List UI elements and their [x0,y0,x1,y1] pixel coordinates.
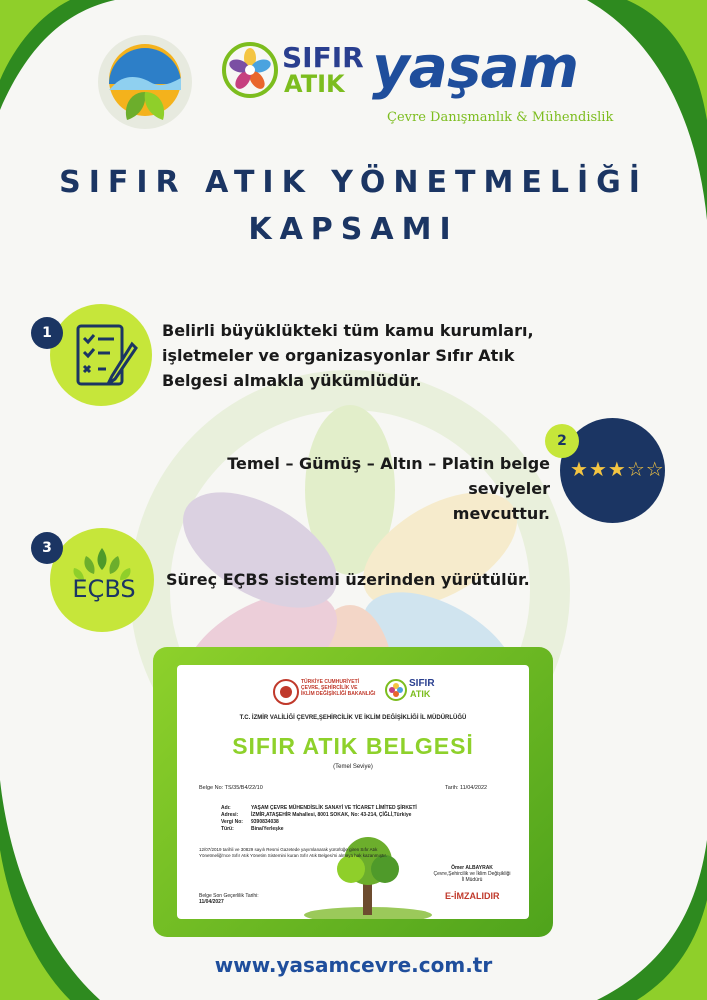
item-3-number-badge: 3 [31,532,63,564]
certificate-ministry-line: İKLİM DEĞİŞİKLİĞİ BAKANLIĞI [301,691,376,697]
field-label: Adresi: [221,812,239,818]
field-value: Bina/Yerleşke [251,826,284,832]
certificate-validity-date: 11/04/2027 [199,899,224,905]
checklist-icon [50,304,152,406]
star-empty-icon: ☆ [626,457,645,481]
certificate-signer-title: Çevre,Şehircilik ve İklim Değişikliği [433,871,511,877]
star-empty-icon: ☆ [645,457,664,481]
item-2-line: mevcuttur. [452,504,550,523]
field-value: YAŞAM ÇEVRE MÜHENDİSLİK SANAYİ VE TİCARET LİMİTED ŞİRKETİ [251,805,417,811]
e-signature-stamp: E-İMZALIDIR [445,891,500,901]
sifir-logo-line2: ATIK [284,70,345,98]
item-2-line: Temel – Gümüş – Altın – Platin belge seviyeler [227,454,550,498]
stars-icon [570,458,666,480]
field-value: İZMİR,ATAŞEHİR Mahallesi, 8001 SOKAK, No: 43-214, ÇİĞLİ,Türkiye [251,812,412,818]
field-label: Türü: [221,826,234,832]
item-1-icon-circle [50,304,152,406]
page-title-line2: KAPSAMI [248,212,459,247]
certificate-logo-line1: SIFIR [409,678,435,689]
ministry-environment-logo [95,32,195,132]
certificate-validity [199,893,259,905]
item-1-line: Belirli büyüklükteki tüm kamu kurumları, [162,321,534,340]
certificate-body [199,847,387,859]
brand-subtitle: Çevre Danışmanlık & Mühendislik [387,110,614,125]
item-2-text [140,451,550,526]
certificate-ministry-line: ÇEVRE, ŞEHİRCİLİK VE [301,685,358,691]
certificate-logo-line2: ATIK [410,689,431,699]
ecbs-logo-text: EÇBS [72,575,136,603]
item-1-text [162,318,562,393]
star-filled-icon: ★ [570,457,588,481]
certificate-field-row [221,812,417,819]
certificate-body-line: 12/07/2019 tarihli ve 30829 sayılı Resmi Gazetede yayımlanarak yürürlüğe giren Sıfır Atık [199,847,378,852]
certificate-image [153,647,553,937]
certificate-field-row [221,805,417,812]
certificate-level: (Temel Seviye) [333,764,373,770]
certificate-heading: SIFIR ATIK BELGESİ [232,733,474,759]
certificate-field-row [221,819,417,826]
item-1-line: Belgesi almakla yükümlüdür. [162,371,422,390]
item-2-number-badge: 2 [545,424,579,458]
field-label: Adı: [221,805,231,811]
certificate-ministry-line: TÜRKİYE CUMHURİYETİ [301,679,360,685]
certificate-paper [177,665,529,919]
certificate-date: Tarih: 11/04/2022 [445,785,488,791]
certificate-authority: T.C. İZMİR VALİLİĞİ ÇEVRE,ŞEHİRCİLİK VE İKLİM DEĞİŞİKLİĞİ İL MÜDÜRLÜĞÜ [239,715,467,721]
page-title-line1: SIFIR ATIK YÖNETMELİĞİ [59,165,648,200]
star-filled-icon: ★ [588,457,607,481]
item-3-line: Süreç EÇBS sistemi üzerinden yürütülür. [166,570,530,589]
certificate-body-line: Yönetmeliği'nce Sıfır Atık Yönetim Sistemini kuran Sıfır Atık Belgesi'ni almaya hak kazanmıştır. [199,853,387,858]
item-3-text [166,567,586,592]
field-label: Vergi No: [221,819,243,825]
field-value: 9390834038 [251,819,279,825]
item-1-number-badge: 1 [31,317,63,349]
certificate-validity-label: Belge Son Geçerlilik Tarihi: [199,893,259,899]
ministry-emblem-icon [273,679,299,705]
certificate-signer-name: Ömer ALBAYRAK [451,865,493,871]
item-1-line: işletmeler ve organizasyonlar Sıfır Atık [162,346,515,365]
certificate-ministry [301,679,375,697]
certificate-signer-title: İl Müdürü [461,877,483,883]
certificate-number: Belge No: TS/35/B4/22/10 [199,785,263,791]
sifir-atik-flower-icon [222,42,278,98]
website-link[interactable]: www.yasamcevre.com.tr [214,953,493,977]
star-filled-icon: ★ [607,457,626,481]
certificate-signer [427,865,517,883]
certificate-fields [221,805,417,833]
certificate-tree-illustration [303,831,433,919]
sifir-logo-line1: SIFIR [282,41,364,74]
brand-logo-text: yaşam [372,33,579,101]
certificate-sifir-atik-icon [385,679,407,701]
